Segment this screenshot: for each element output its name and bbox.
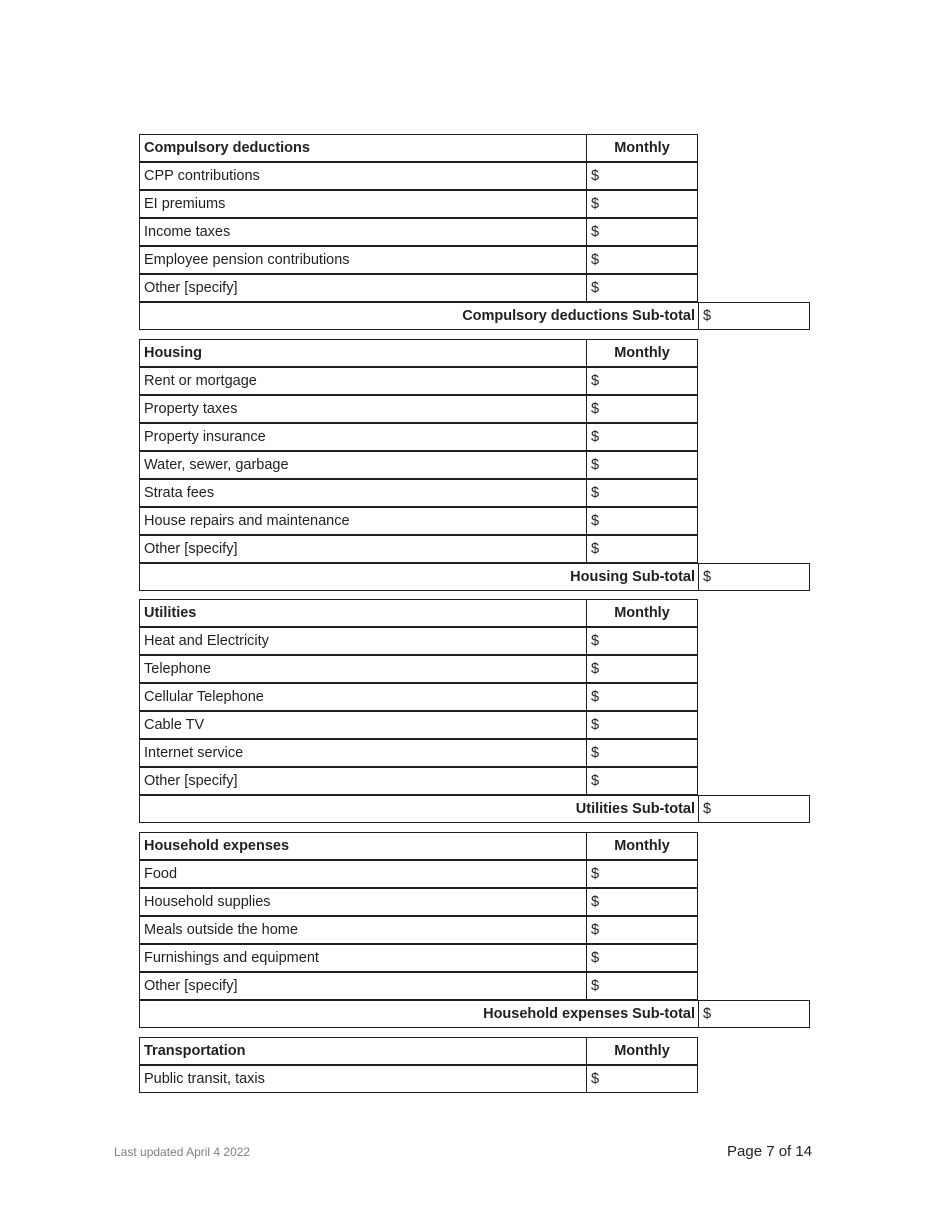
monthly-amount-field[interactable]: $ bbox=[586, 627, 698, 655]
monthly-amount-field[interactable]: $ bbox=[586, 535, 698, 563]
section-title: Household expenses bbox=[139, 832, 587, 860]
monthly-amount-field[interactable]: $ bbox=[586, 860, 698, 888]
item-label: Other [specify] bbox=[139, 274, 587, 302]
section-utilities bbox=[139, 599, 809, 823]
table-row bbox=[139, 916, 809, 944]
section-compulsory-deductions bbox=[139, 134, 809, 330]
subtotal-label: Compulsory deductions Sub-total bbox=[139, 302, 699, 330]
table-row bbox=[139, 1065, 697, 1093]
monthly-amount-field[interactable]: $ bbox=[586, 739, 698, 767]
monthly-amount-field[interactable]: $ bbox=[586, 367, 698, 395]
monthly-amount-field[interactable]: $ bbox=[586, 507, 698, 535]
section-title: Utilities bbox=[139, 599, 587, 627]
monthly-amount-field[interactable]: $ bbox=[586, 767, 698, 795]
page-number: Page 7 of 14 bbox=[727, 1143, 813, 1160]
item-label: Strata fees bbox=[139, 479, 587, 507]
item-label: Property insurance bbox=[139, 423, 587, 451]
item-label: Water, sewer, garbage bbox=[139, 451, 587, 479]
table-row bbox=[139, 711, 809, 739]
table-row bbox=[139, 683, 809, 711]
table-row bbox=[139, 367, 809, 395]
item-label: Heat and Electricity bbox=[139, 627, 587, 655]
subtotal-amount-field[interactable]: $ bbox=[698, 563, 810, 591]
monthly-amount-field[interactable]: $ bbox=[586, 888, 698, 916]
monthly-amount-field[interactable]: $ bbox=[586, 479, 698, 507]
column-header-monthly: Monthly bbox=[586, 339, 698, 367]
item-label: Rent or mortgage bbox=[139, 367, 587, 395]
table-row bbox=[139, 246, 809, 274]
table-row bbox=[139, 535, 809, 563]
table-row bbox=[139, 888, 809, 916]
table-row bbox=[139, 274, 809, 302]
table-row bbox=[139, 860, 809, 888]
monthly-amount-field[interactable]: $ bbox=[586, 711, 698, 739]
table-row bbox=[139, 190, 809, 218]
column-header-monthly: Monthly bbox=[586, 134, 698, 162]
monthly-amount-field[interactable]: $ bbox=[586, 162, 698, 190]
section-header bbox=[139, 832, 809, 860]
table-row bbox=[139, 655, 809, 683]
item-label: Other [specify] bbox=[139, 972, 587, 1000]
column-header-monthly: Monthly bbox=[586, 832, 698, 860]
monthly-amount-field[interactable]: $ bbox=[586, 916, 698, 944]
table-row bbox=[139, 451, 809, 479]
monthly-amount-field[interactable]: $ bbox=[586, 944, 698, 972]
table-row bbox=[139, 627, 809, 655]
subtotal-row bbox=[139, 795, 809, 823]
subtotal-label: Household expenses Sub-total bbox=[139, 1000, 699, 1028]
section-title: Compulsory deductions bbox=[139, 134, 587, 162]
item-label: Public transit, taxis bbox=[139, 1065, 587, 1093]
column-header-monthly: Monthly bbox=[586, 1037, 698, 1065]
table-row bbox=[139, 972, 809, 1000]
section-title: Transportation bbox=[139, 1037, 587, 1065]
item-label: CPP contributions bbox=[139, 162, 587, 190]
table-row bbox=[139, 767, 809, 795]
section-header bbox=[139, 339, 809, 367]
last-updated: Last updated April 4 2022 bbox=[114, 1145, 251, 1159]
item-label: Meals outside the home bbox=[139, 916, 587, 944]
section-housing bbox=[139, 339, 809, 591]
table-row bbox=[139, 479, 809, 507]
column-header-monthly: Monthly bbox=[586, 599, 698, 627]
item-label: Other [specify] bbox=[139, 535, 587, 563]
monthly-amount-field[interactable]: $ bbox=[586, 451, 698, 479]
item-label: Cellular Telephone bbox=[139, 683, 587, 711]
section-header bbox=[139, 599, 809, 627]
section-transportation bbox=[139, 1037, 697, 1093]
monthly-amount-field[interactable]: $ bbox=[586, 218, 698, 246]
monthly-amount-field[interactable]: $ bbox=[586, 1065, 698, 1093]
item-label: Furnishings and equipment bbox=[139, 944, 587, 972]
monthly-amount-field[interactable]: $ bbox=[586, 395, 698, 423]
item-label: Income taxes bbox=[139, 218, 587, 246]
item-label: Other [specify] bbox=[139, 767, 587, 795]
item-label: Cable TV bbox=[139, 711, 587, 739]
subtotal-label: Housing Sub-total bbox=[139, 563, 699, 591]
item-label: Household supplies bbox=[139, 888, 587, 916]
monthly-amount-field[interactable]: $ bbox=[586, 683, 698, 711]
item-label: Internet service bbox=[139, 739, 587, 767]
table-row bbox=[139, 162, 809, 190]
section-header bbox=[139, 1037, 697, 1065]
subtotal-amount-field[interactable]: $ bbox=[698, 795, 810, 823]
subtotal-amount-field[interactable]: $ bbox=[698, 1000, 810, 1028]
table-row bbox=[139, 218, 809, 246]
table-row bbox=[139, 423, 809, 451]
item-label: Employee pension contributions bbox=[139, 246, 587, 274]
section-header bbox=[139, 134, 809, 162]
subtotal-row bbox=[139, 563, 809, 591]
item-label: EI premiums bbox=[139, 190, 587, 218]
monthly-amount-field[interactable]: $ bbox=[586, 423, 698, 451]
subtotal-row bbox=[139, 302, 809, 330]
table-row bbox=[139, 944, 809, 972]
monthly-amount-field[interactable]: $ bbox=[586, 274, 698, 302]
item-label: House repairs and maintenance bbox=[139, 507, 587, 535]
subtotal-amount-field[interactable]: $ bbox=[698, 302, 810, 330]
subtotal-row bbox=[139, 1000, 809, 1028]
monthly-amount-field[interactable]: $ bbox=[586, 190, 698, 218]
item-label: Property taxes bbox=[139, 395, 587, 423]
monthly-amount-field[interactable]: $ bbox=[586, 972, 698, 1000]
monthly-amount-field[interactable]: $ bbox=[586, 655, 698, 683]
item-label: Food bbox=[139, 860, 587, 888]
subtotal-label: Utilities Sub-total bbox=[139, 795, 699, 823]
table-row bbox=[139, 739, 809, 767]
monthly-amount-field[interactable]: $ bbox=[586, 246, 698, 274]
table-row bbox=[139, 507, 809, 535]
item-label: Telephone bbox=[139, 655, 587, 683]
table-row bbox=[139, 395, 809, 423]
section-title: Housing bbox=[139, 339, 587, 367]
section-household-expenses bbox=[139, 832, 809, 1028]
